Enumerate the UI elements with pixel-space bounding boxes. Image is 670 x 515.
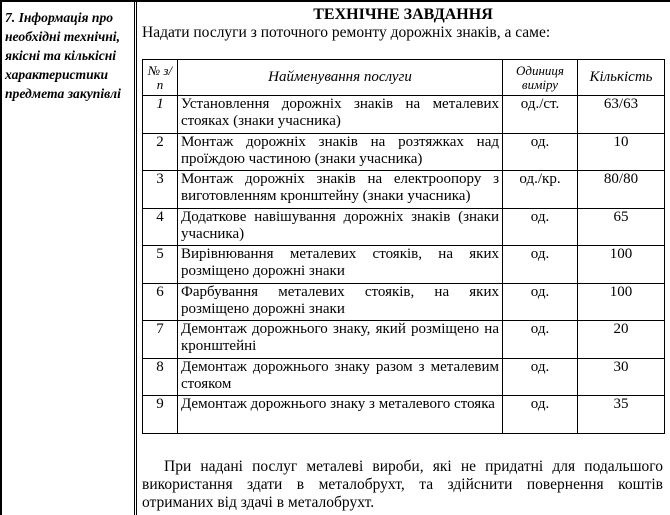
row-unit: од. [503,283,578,321]
table-row [143,246,665,284]
row-name: Установлення дорожніх знаків на металевих стояках (знаки учасника) [178,96,503,134]
row-name: Фарбування металевих стояків, на яких розміщено дорожні знаки [178,283,503,321]
header-name: Найменування послуги [178,60,503,96]
footer-paragraph: При надані послуг металеві вироби, які не придатні для подальшого використання здати в металобрухт, та здійснити повернення коштів отриманих від здачі в металобрухт. [142,458,663,511]
row-name: Додаткове навішування дорожніх знаків (знаки учасника) [178,208,503,246]
header-unit: Одиниця виміру [503,60,578,96]
row-unit: од. [503,246,578,284]
row-num: 9 [143,396,178,434]
table-row [143,358,665,396]
row-qty: 100 [578,283,665,321]
row-name: Демонтаж дорожнього знаку, який розміщено на кронштейні [178,321,503,359]
row-qty: 35 [578,396,665,434]
cell-divider [136,0,139,515]
row-unit: од. [503,321,578,359]
row-qty: 100 [578,246,665,284]
table-row [143,171,665,209]
header-qty: Кількість [578,60,665,96]
row-qty: 20 [578,321,665,359]
row-num: 1 [143,96,178,134]
row-unit: од. [503,396,578,434]
row-unit: од./кр. [503,171,578,209]
header-num: № з/п [143,60,178,96]
intro-text: Надати послуги з поточного ремонту дорожніх знаків, а саме: [142,24,551,41]
row-num: 2 [143,133,178,171]
row-num: 3 [143,171,178,209]
row-name: Монтаж дорожніх знаків на електроопору з виготовленням кронштейну (знаки учасника) [178,171,503,209]
row-num: 8 [143,358,178,396]
row-num: 7 [143,321,178,359]
table-row [143,208,665,246]
row-name: Вирівнювання металевих стояків, на яких розміщено дорожні знаки [178,246,503,284]
row-qty: 10 [578,133,665,171]
row-qty: 65 [578,208,665,246]
table-row [143,283,665,321]
row-unit: од. [503,208,578,246]
services-table [142,59,665,434]
section-label-cell [3,0,135,515]
content-cell [142,0,670,515]
row-name: Демонтаж дорожнього знаку разом з металевим стояком [178,358,503,396]
row-unit: од. [503,133,578,171]
row-num: 6 [143,283,178,321]
row-unit: од./ст. [503,96,578,134]
table-row [143,133,665,171]
row-qty: 30 [578,358,665,396]
table-row [143,396,665,434]
left-border [0,0,2,515]
table-row [143,321,665,359]
row-unit: од. [503,358,578,396]
table-header-row [143,60,665,96]
row-name: Демонтаж дорожнього знаку з металевого стояка [178,396,503,434]
row-num: 5 [143,246,178,284]
table-row [143,96,665,134]
row-qty: 63/63 [578,96,665,134]
section-label: 7. Інформація про необхідні технічні, якісні та кількісні характеристики предмета закупівлі [5,10,121,101]
document-title: ТЕХНІЧНЕ ЗАВДАННЯ [313,6,493,23]
row-num: 4 [143,208,178,246]
row-qty: 80/80 [578,171,665,209]
row-name: Монтаж дорожніх знаків на розтяжках над проїждою частиною (знаки учасника) [178,133,503,171]
